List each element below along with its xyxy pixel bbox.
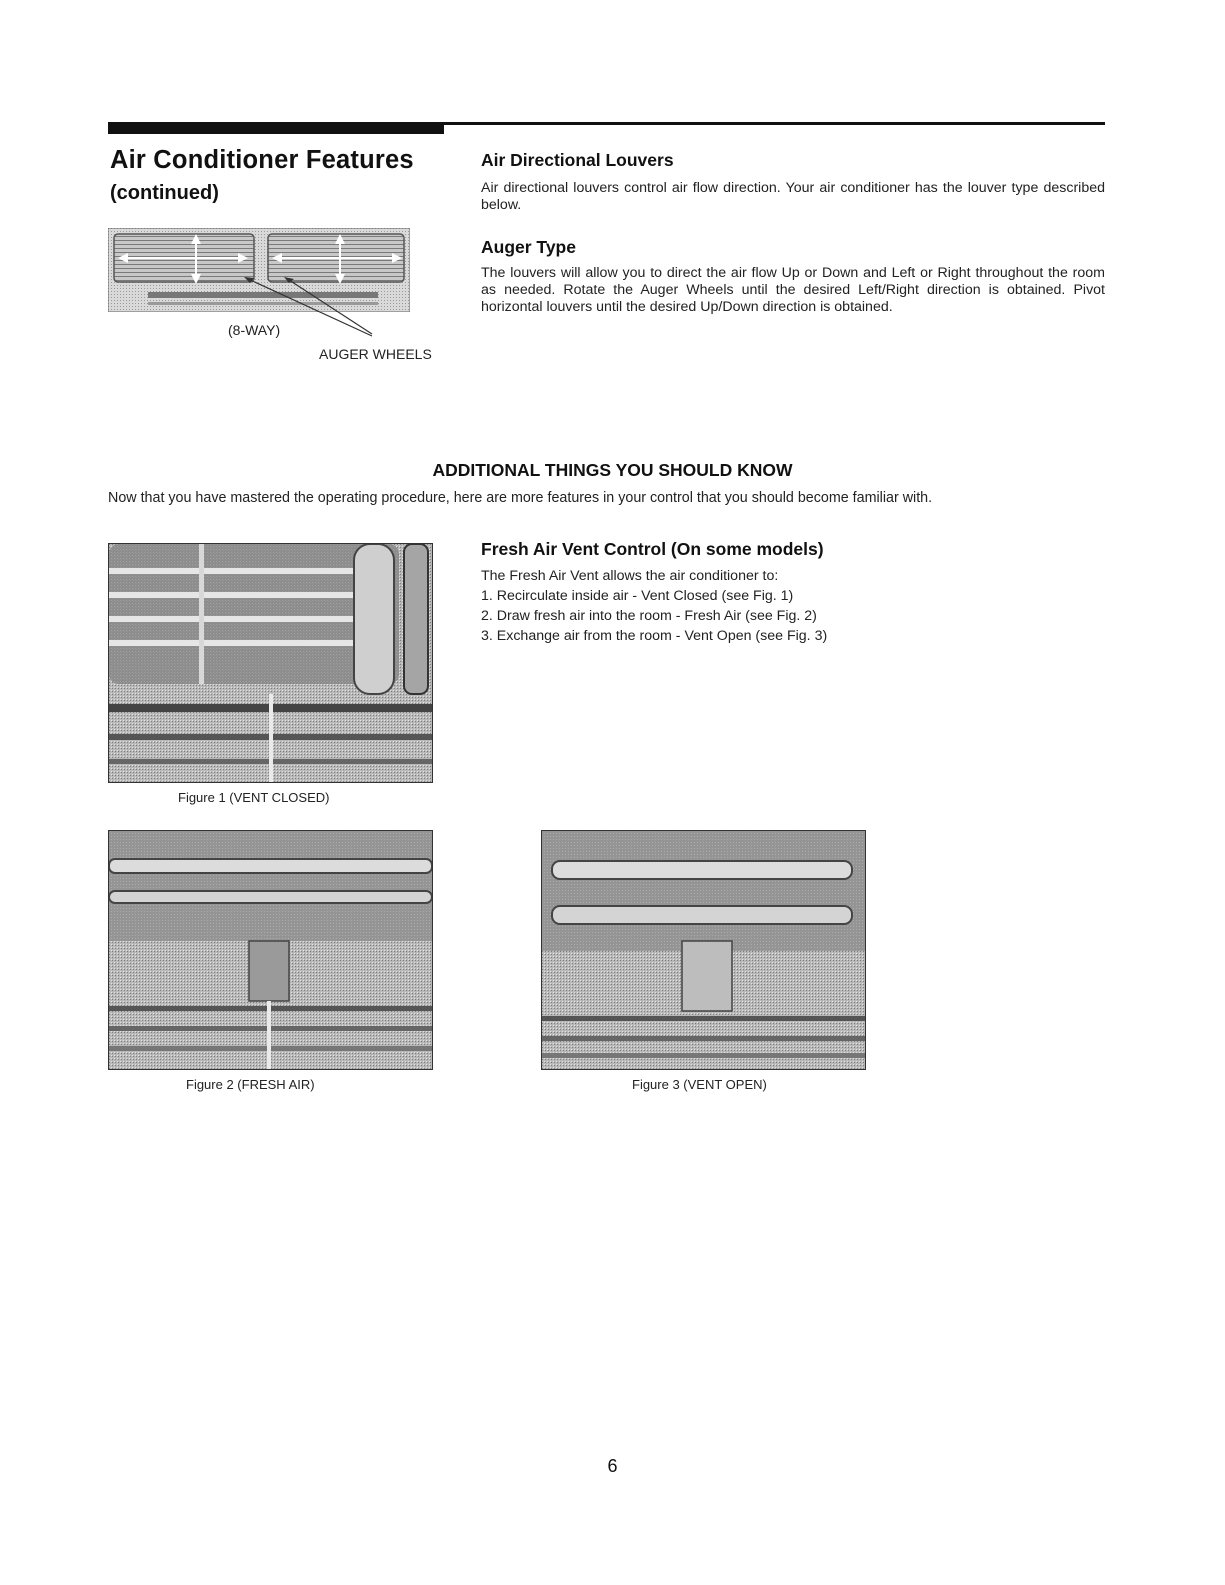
section-heading: ADDITIONAL THINGS YOU SHOULD KNOW	[432, 460, 793, 480]
auger-body: The louvers will allow you to direct the air flow Up or Down and Left or Right throughout the room as needed. Rotate the Auger Wheels until the desired Left/Right direction is obtained. Pivot horizontal louvers until the desired Up/Down direction is obtained.	[481, 265, 1105, 315]
header-rule-accent	[108, 122, 444, 134]
figure-3-photo	[541, 830, 866, 1070]
louver-type-label: (8-WAY)	[228, 322, 281, 338]
louvers-heading: Air Directional Louvers	[481, 150, 674, 170]
figure-2-caption: Figure 2 (FRESH AIR)	[186, 1077, 315, 1092]
auger-heading: Auger Type	[481, 237, 576, 257]
auger-wheels-label: AUGER WHEELS	[319, 346, 432, 362]
page-number: 6	[607, 1456, 618, 1476]
fresh-air-lead: The Fresh Air Vent allows the air conditioner to:	[481, 568, 779, 584]
figure-2-photo	[108, 830, 433, 1070]
louvers-body: Air directional louvers control air flow direction. Your air conditioner has the louver type described below.	[481, 180, 1105, 213]
list-item: 3. Exchange air from the room - Vent Open (see Fig. 3)	[481, 628, 828, 644]
section-intro: Now that you have mastered the operating procedure, here are more features in your control that you should become familiar with.	[108, 490, 933, 506]
list-item: 2. Draw fresh air into the room - Fresh Air (see Fig. 2)	[481, 608, 817, 624]
page-subtitle: (continued)	[110, 182, 219, 204]
page-title: Air Conditioner Features	[110, 146, 414, 174]
figure-3-caption: Figure 3 (VENT OPEN)	[632, 1077, 767, 1092]
figure-1-photo	[108, 543, 433, 783]
list-item: 1. Recirculate inside air - Vent Closed (see Fig. 1)	[481, 588, 794, 604]
fresh-air-heading: Fresh Air Vent Control (On some models)	[481, 539, 824, 559]
figure-1-caption: Figure 1 (VENT CLOSED)	[178, 790, 330, 805]
